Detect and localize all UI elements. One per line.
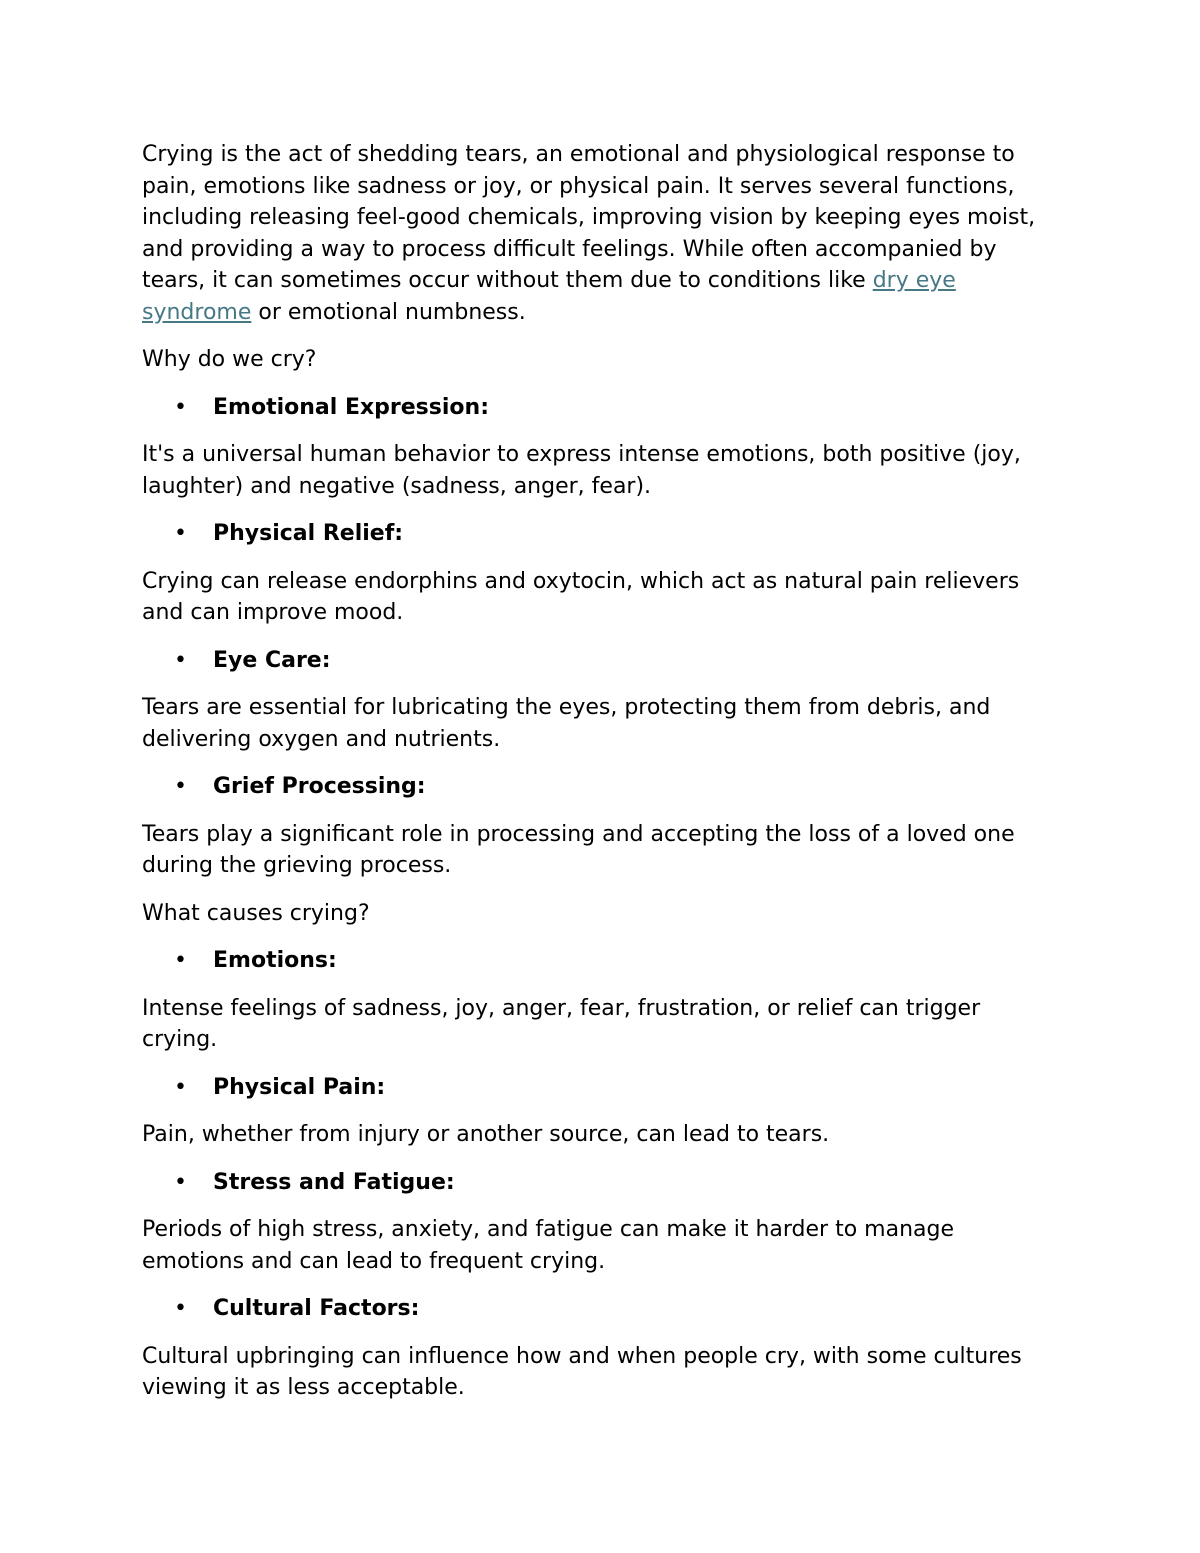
bullet-dot: • bbox=[174, 1074, 187, 1100]
bullet-dot: • bbox=[174, 521, 187, 546]
why-item-body: Tears play a significant role in processing and accepting the loss of a loved one during the grieving process. bbox=[142, 821, 1015, 878]
cause-item-title bbox=[142, 1072, 1062, 1104]
intro-text-before-link: Crying is the act of shedding tears, an emotional and physiological response to pain, emotions like sadness or joy, or physical pain. It serves several functions, including releasing feel-good chemicals, improving vision by keeping eyes moist, and providing a way to process difficult feelings. While often accompanied by tears, it can sometimes occur without them due to conditions like bbox=[142, 142, 1036, 293]
why-heading: Why do we cry? bbox=[142, 347, 317, 372]
why-item-body: Crying can release endorphins and oxytocin, which act as natural pain relievers and can improve mood. bbox=[142, 568, 1020, 625]
why-item-title bbox=[142, 518, 1062, 550]
bullet-dot: • bbox=[174, 1169, 187, 1195]
cause-item-body: Intense feelings of sadness, joy, anger, fear, frustration, or relief can trigger crying. bbox=[142, 995, 981, 1052]
cause-item-body: Periods of high stress, anxiety, and fatigue can make it harder to manage emotions and can lead to frequent crying. bbox=[142, 1217, 954, 1274]
cause-item-title-text: Cultural Factors: bbox=[213, 1296, 420, 1321]
cause-item-title-text: Emotions: bbox=[213, 948, 337, 973]
cause-item-body: Cultural upbringing can influence how and when people cry, with some cultures viewing it as less acceptable. bbox=[142, 1343, 1022, 1400]
why-item-title bbox=[142, 392, 1062, 424]
cause-item-title bbox=[142, 1293, 1062, 1325]
why-item-body: Tears are essential for lubricating the eyes, protecting them from debris, and delivering oxygen and nutrients. bbox=[142, 695, 991, 752]
why-item-title-text: Emotional Expression: bbox=[213, 394, 489, 420]
why-item-title-text: Eye Care: bbox=[213, 647, 331, 673]
cause-item-title-text: Physical Pain: bbox=[213, 1074, 386, 1100]
bullet-dot: • bbox=[174, 948, 187, 973]
why-item-title-text: Physical Relief: bbox=[213, 521, 404, 546]
document-page bbox=[142, 139, 1062, 1420]
bullet-dot: • bbox=[174, 774, 187, 799]
why-item-title bbox=[142, 645, 1062, 677]
cause-item-title-text: Stress and Fatigue: bbox=[213, 1169, 455, 1195]
intro-text-after-link: or emotional numbness. bbox=[251, 299, 526, 325]
bullet-dot: • bbox=[174, 1296, 187, 1321]
cause-item-body: Pain, whether from injury or another source, can lead to tears. bbox=[142, 1122, 830, 1147]
why-item-title bbox=[142, 771, 1062, 803]
bullet-dot: • bbox=[174, 394, 187, 420]
why-item-body: It's a universal human behavior to express intense emotions, both positive (joy, laughter) and negative (sadness, anger, fear). bbox=[142, 442, 1021, 499]
cause-item-title bbox=[142, 945, 1062, 977]
bullet-dot: • bbox=[174, 647, 187, 673]
dry-eye-syndrome-link[interactable]: dry eye syndrome bbox=[142, 268, 956, 325]
causes-heading: What causes crying? bbox=[142, 900, 370, 926]
intro-paragraph bbox=[142, 139, 1062, 328]
cause-item-title bbox=[142, 1167, 1062, 1199]
why-item-title-text: Grief Processing: bbox=[213, 774, 426, 799]
